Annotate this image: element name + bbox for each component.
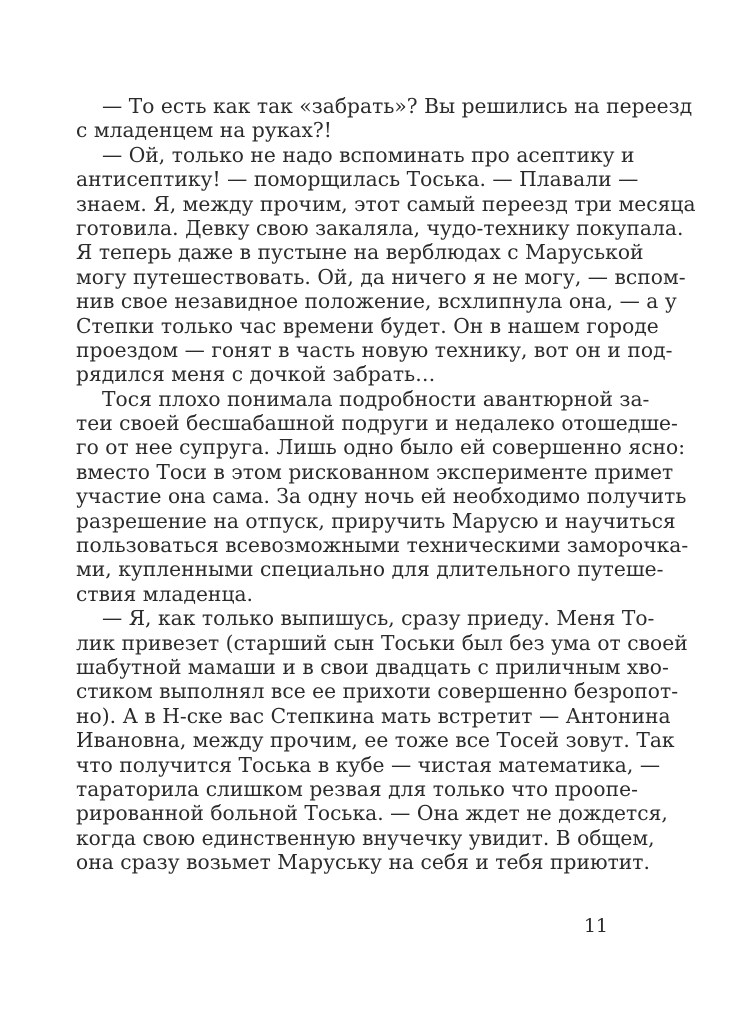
text-line: Ивановна, между прочим, ее тоже все Тосей зовут. Так	[76, 728, 675, 753]
text-line: — Ой, только не надо вспоминать про асептику и	[102, 142, 635, 167]
text-line: — То есть как так «забрать»? Вы решились на переезд	[102, 94, 693, 118]
text-line: тараторила слишком резвая для только что проопе-	[76, 776, 638, 801]
text-line: она сразу возьмет Маруську на себя и тебя приютит.	[76, 850, 650, 875]
text-line: рядился меня с дочкой забрать…	[76, 362, 436, 387]
text-line: шабутной мамаши и в свои двадцать с приличным хво-	[76, 654, 669, 679]
text-line: могу путешествовать. Ой, да ничего я не могу, — вспом-	[76, 264, 686, 289]
text-line: но). А в Н-ске вас Степкина мать встретит — Антонина	[76, 703, 671, 728]
text-line: теи своей бесшабашной подруги и недалеко отошедше-	[76, 411, 678, 436]
text-line: нив свое незавидное положение, всхлипнула она, — а у	[76, 289, 677, 314]
text-line: лик привезет (старший сын Тоськи был без ума от своей	[76, 630, 688, 655]
text-line: рированной больной Тоська. — Она ждет не дождется,	[76, 801, 668, 826]
text-line: стиком выполнял все ее прихоти совершенно безропот-	[76, 679, 679, 704]
text-line: готовила. Девку свою закаляла, чудо-технику покупала.	[76, 215, 684, 240]
text-line: знаем. Я, между прочим, этот самый переезд три месяца	[76, 191, 696, 216]
text-line: антисептику! — поморщилась Тоська. — Плавали —	[76, 167, 639, 192]
body-text	[76, 94, 696, 875]
text-line: разрешение на отпуск, приручить Марусю и научиться	[76, 508, 676, 533]
text-line: ствия младенца.	[76, 581, 254, 606]
text-line: вместо Тоси в этом рискованном эксперименте примет	[76, 459, 674, 484]
text-line: Я теперь даже в пустыне на верблюдах с Маруськой	[76, 240, 644, 265]
text-line: проездом — гонят в часть новую технику, вот он и под-	[76, 337, 673, 362]
text-line: Степки только час времени будет. Он в нашем городе	[76, 313, 659, 338]
text-line: когда свою единственную внучечку увидит. В общем,	[76, 825, 655, 850]
page-number: 11	[583, 915, 608, 937]
text-line: Тося плохо понимала подробности авантюрной за-	[102, 386, 650, 411]
text-line: ми, купленными специально для длительного путеше-	[76, 557, 664, 582]
text-line: с младенцем на руках?!	[76, 118, 332, 143]
text-line: — Я, как только выпишусь, сразу приеду. Меня То-	[102, 606, 655, 631]
text-line: участие она сама. За одну ночь ей необходимо получить	[76, 484, 687, 509]
text-line: пользоваться всевозможными техническими заморочка-	[76, 533, 689, 558]
text-line: го от нее супруга. Лишь одно было ей совершенно ясно:	[76, 435, 686, 460]
text-line: что получится Тоська в кубе — чистая математика, —	[76, 752, 661, 777]
